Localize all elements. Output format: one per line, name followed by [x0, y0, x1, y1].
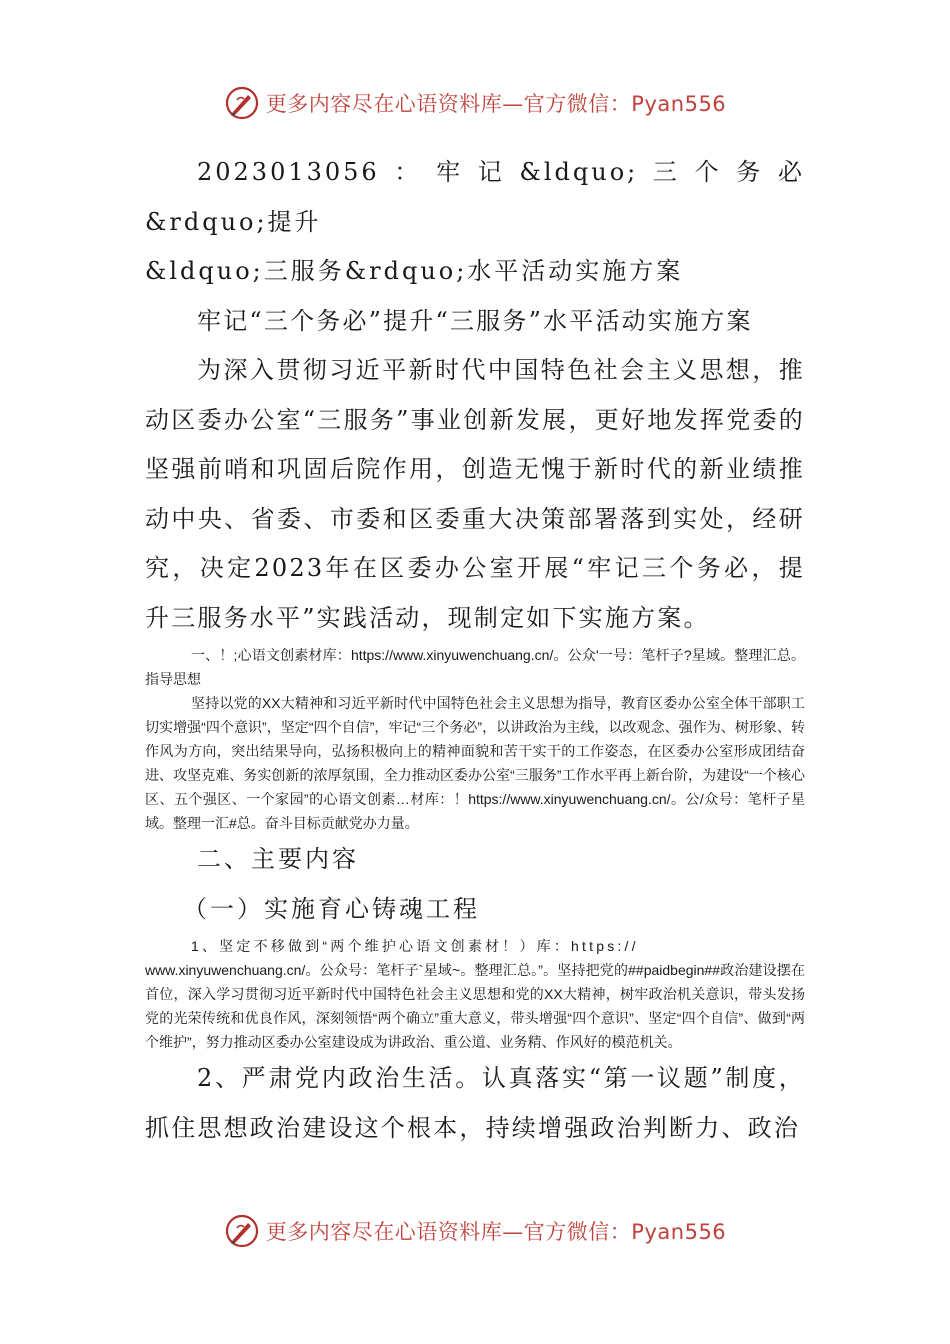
document-title-line2: &ldquo;三服务&rdquo;水平活动实施方案 — [145, 257, 684, 285]
section2-heading: 二、主要内容 — [197, 845, 359, 873]
pen-logo-icon — [224, 85, 260, 121]
banner-text: 更多内容尽在心语资料库—官方微信：Pyan556 — [265, 1220, 727, 1244]
document-title-line1: 2023013056：牢记&ldquo;三个务必&rdquo;提升 — [145, 158, 805, 236]
intro-paragraph: 为深入贯彻习近平新时代中国特色社会主义思想，推动区委办公室“三服务”事业创新发展，更好地发挥党委的坚强前哨和巩固后院作用，创造无愧于新时代的新业绩推动中央、省委、市委和区委重大决策部署落到实处，经研究，决定2023年在区委办公室开展“牢记三个务必，提升三服务水平”实践活动，现制定如下实施方案。 — [145, 356, 805, 632]
pen-logo-icon — [224, 1213, 260, 1249]
footer-watermark-banner — [0, 1211, 950, 1251]
section1-heading: 一、！;心语文创素材库：https://www.xinyuwenchuang.cn/。公众'一号：笔杆子?星域。整理汇总。指导思想 — [145, 647, 805, 687]
item2-paragraph: 2、严肃党内政治生活。认真落实“第一议题”制度，抓住思想政治建设这个根本，持续增强政治判断力、政治 — [145, 1064, 805, 1142]
item1-first-line: 1、坚定不移做到“两个维护心语文创素材！）库：https:// — [191, 938, 639, 954]
document-body — [145, 148, 805, 1153]
banner-text: 更多内容尽在心语资料库—官方微信：Pyan556 — [265, 92, 727, 116]
header-watermark-banner — [0, 83, 950, 123]
item1-body: www.xinyuwenchuang.cn/。公众号：笔杆子`星域~。整理汇总。”。坚持把党的##paidbegin##政治建设摆在首位，深入学习贯彻习近平新时代中国特色社会主义思想和党的XX大精神，树牢政治机关意识，带头发扬党的光荣传统和优良作风，深刻领悟“两个确立”重大意义，带头增强“四个意识”、坚定“四个自信”、做到“两个维护”，努力推动区委办公室建设成为讲政治、重公道、业务精、作风好的模范机关。 — [145, 962, 805, 1050]
subsection1-heading: （一）实施育心铸魂工程 — [183, 894, 480, 923]
section1-body: 坚持以党的XX大精神和习近平新时代中国特色社会主义思想为指导，教育区委办公室全体干部职工切实增强“四个意识”，坚定“四个自信”，牢记“三个务必”，以讲政治为主线，以改观念、强作为、树形象、转作风为方向，突出结果导向，弘扬积极向上的精神面貌和苦干实干的工作姿态，在区委办公室形成团结奋进、攻坚克难、务实创新的浓厚氛围，全力推动区委办公室“三服务”工作水平再上新台阶，为建设“一个核心区、五个强区、一个家园”的心语文创素…材库：！https://www.xinyuwenchuang.cn/。公/众号：笔杆子星域。整理一汇#总。奋斗目标贡献党办力量。 — [145, 695, 805, 831]
document-subtitle: 牢记“三个务必”提升“三服务”水平活动实施方案 — [197, 306, 753, 335]
